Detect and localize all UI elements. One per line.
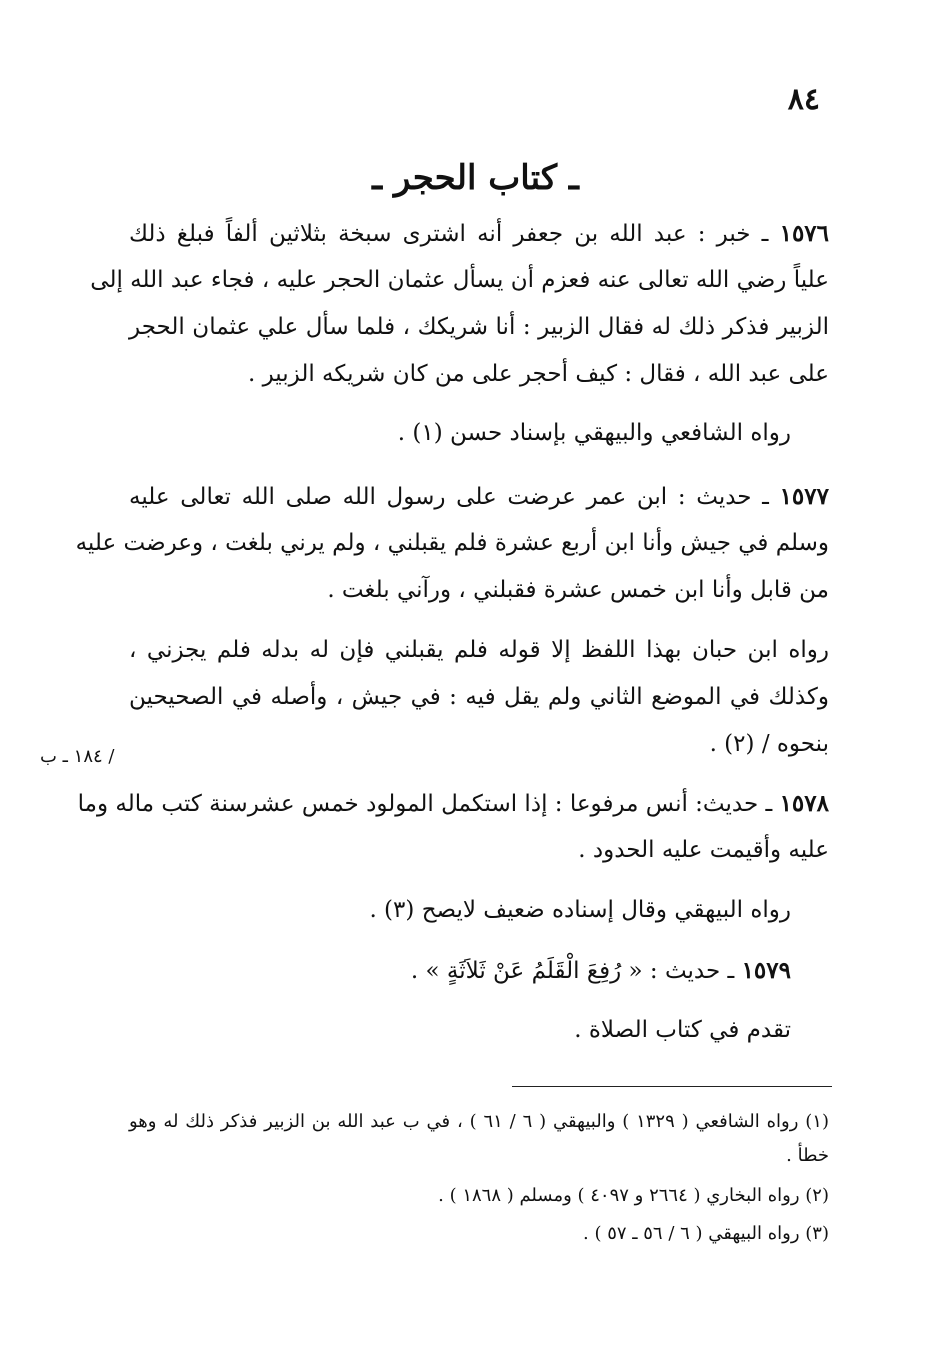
entry-number: ١٥٧٧ (779, 483, 829, 510)
entry-1579: ١٥٧٩ ـ حديث : « رُفِعَ الْقَلَمُ عَنْ ثَلاَثَةٍ » . (410, 957, 791, 984)
entry-line: ١٥٧٦ ـ خبر : عبد الله بن جعفر أنه اشترى سبخة بثلاثين ألفاً فبلغ ذلك (129, 220, 830, 247)
entry-line: ١٥٧٨ ـ حديث: أنس مرفوعا : إذا استكمل المولود خمس عشرسنة كتب ماله وما (77, 790, 829, 817)
entry-number: ١٥٧٩ (741, 957, 791, 984)
footnote-1-last-line: خطأ . (786, 1145, 829, 1166)
entry-line: وسلم في جيش وأنا ابن أربع عشرة فلم يقبلني ، ولم يرني بلغت ، وعرضت عليه (75, 530, 829, 556)
entry-1578 (77, 780, 829, 827)
entry-number: ١٥٧٨ (779, 790, 829, 817)
footnote-2: (٢) رواه البخاري ( ٢٦٦٤ و ٤٠٩٧ ) ومسلم ( ١٨٦٨ ) . (438, 1185, 829, 1206)
narration-1577-last-line: بنحوه / (٢) . (709, 731, 829, 757)
entry-1577-last-line: من قابل وأنا ابن خمس عشرة فقبلني ، ورآني بلغت . (327, 577, 829, 603)
footnote-divider (512, 1086, 832, 1087)
entry-1579-note: تقدم في كتاب الصلاة . (574, 1017, 791, 1043)
narration-1576: رواه الشافعي والبيهقي بإسناد حسن (١) . (397, 420, 791, 446)
margin-folio-note: / ١٨٤ ـ ب (40, 746, 115, 767)
chapter-title: ـ كتاب الحجر ـ (372, 158, 579, 198)
narration-1577: رواه ابن حبان بهذا اللفظ إلا قوله فلم يقبلني فإن له بدله فلم يجزني ، وكذلك في الموضع الثاني ولم يقل فيه : في جيش ، وأصله في الصحيحين (129, 637, 829, 710)
page-number: ٨٤ (787, 82, 820, 117)
narration-1578: رواه البيهقي وقال إسناده ضعيف لايصح (٣) . (369, 897, 791, 923)
footnote-1: (١) رواه الشافعي ( ١٣٢٩ ) والبيهقي ( ٦ / ٦١ ) ، في ب عبد الله بن الزبير فذكر ذلك له وهو (129, 1111, 829, 1132)
entry-1578-last-line: عليه وأقيمت عليه الحدود . (578, 837, 829, 863)
entry-line: الزبير فذكر ذلك له فقال الزبير : أنا شريكك ، فلما سأل علي عثمان الحجر (129, 314, 829, 340)
entry-number: ١٥٧٦ (779, 220, 830, 247)
entry-line: ١٥٧٧ ـ حديث : ابن عمر عرضت على رسول الله صلى الله تعالى عليه (129, 483, 829, 510)
entry-1576-last-line: على عبد الله ، فقال : كيف أحجر على من كان شريكه الزبير . (247, 361, 829, 387)
entry-line: علياً رضي الله تعالى عنه فعزم أن يسأل عثمان الحجر عليه ، فجاء عبد الله إلى (90, 267, 829, 293)
footnote-3: (٣) رواه البيهقي ( ٦ / ٥٦ ـ ٥٧ ) . (583, 1223, 829, 1244)
entry-1577 (75, 473, 829, 567)
entry-1576 (90, 210, 830, 351)
